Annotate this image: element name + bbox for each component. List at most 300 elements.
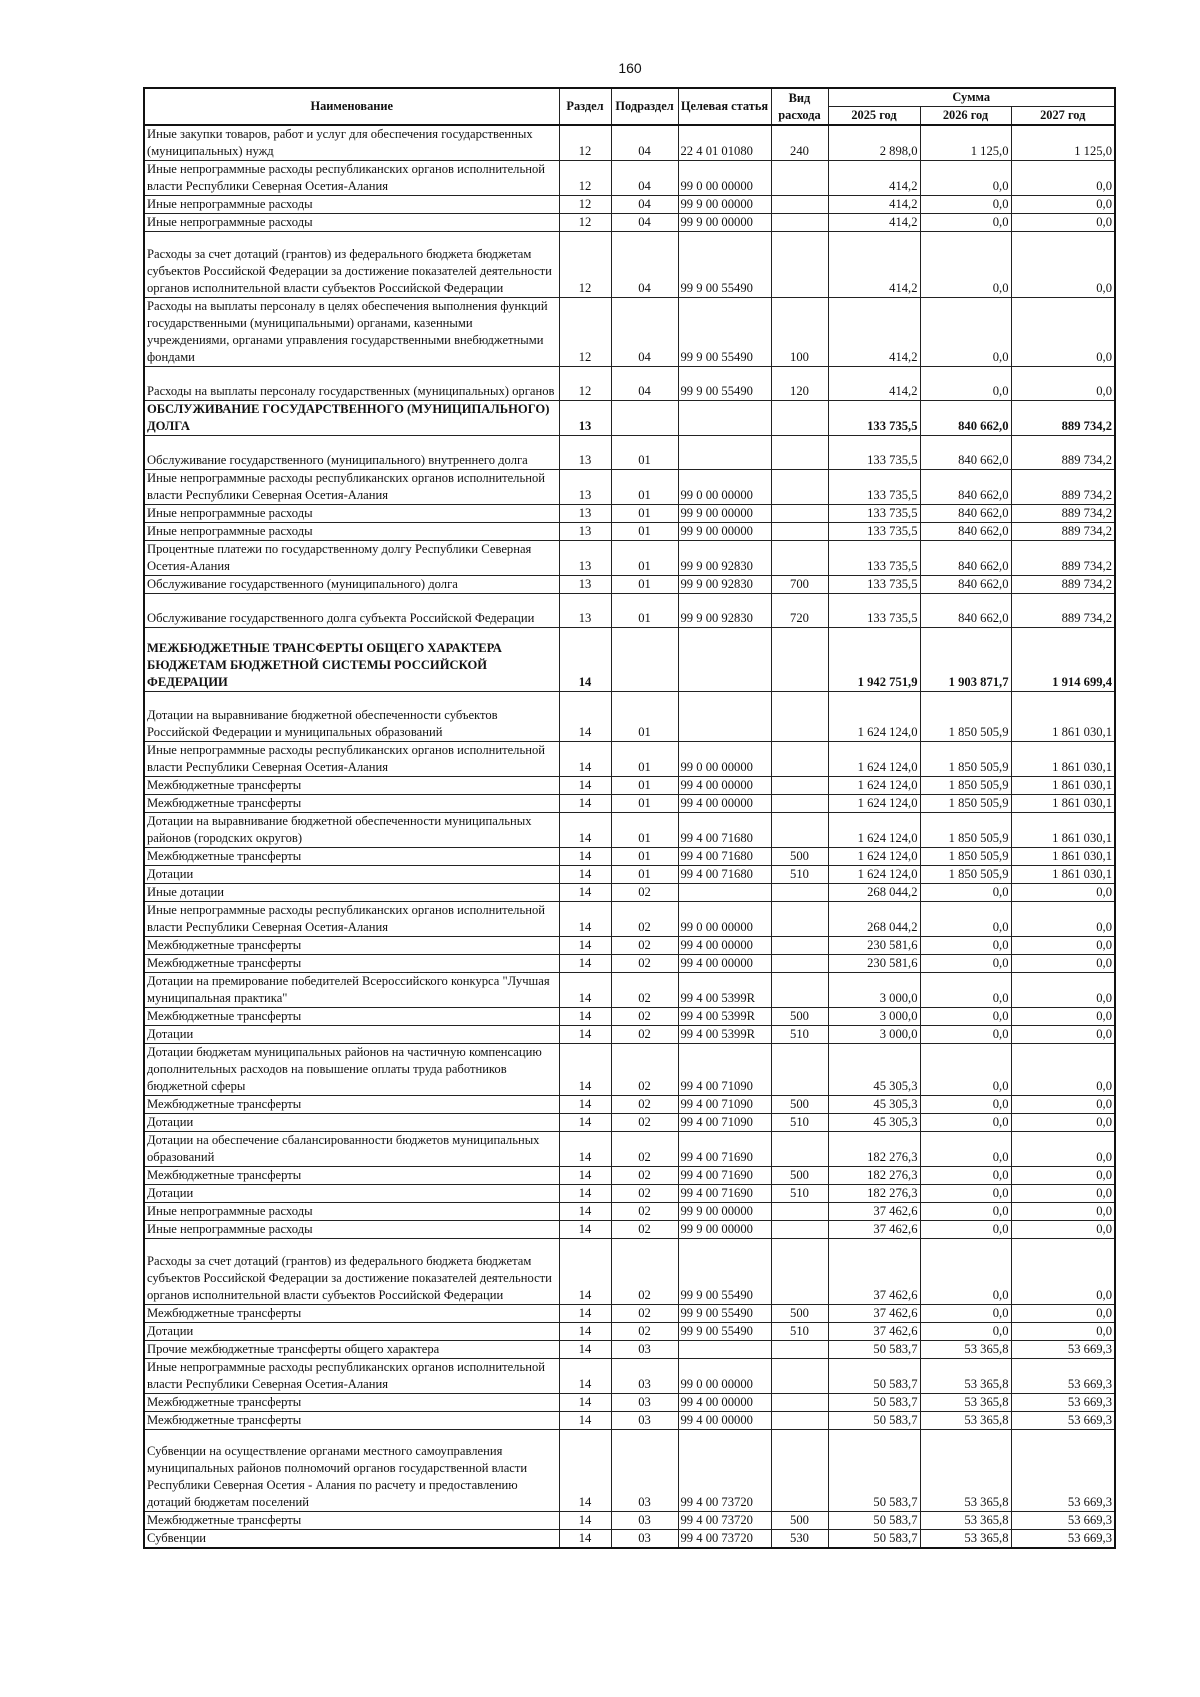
cell-razdel: 14: [559, 1239, 611, 1305]
cell-sum-2027: 0,0: [1011, 214, 1115, 232]
cell-razdel: 14: [559, 1114, 611, 1132]
cell-razdel: 12: [559, 214, 611, 232]
table-row: [144, 1239, 1115, 1305]
cell-sum-2027: 889 734,2: [1011, 436, 1115, 470]
cell-expense-type: 240: [771, 125, 828, 161]
cell-podrazdel: 02: [611, 1008, 678, 1026]
cell-sum-2025: 414,2: [828, 298, 920, 367]
cell-name: Дотации: [144, 866, 559, 884]
cell-sum-2025: 414,2: [828, 367, 920, 401]
table-row: [144, 1185, 1115, 1203]
cell-name: Дотации: [144, 1185, 559, 1203]
cell-sum-2027: 0,0: [1011, 1221, 1115, 1239]
header-razdel: Раздел: [559, 88, 611, 125]
cell-name: Иные непрограммные расходы: [144, 505, 559, 523]
cell-sum-2025: 37 462,6: [828, 1221, 920, 1239]
header-year-2027: 2027 год: [1011, 107, 1115, 126]
cell-razdel: 14: [559, 1096, 611, 1114]
cell-expense-type: [771, 1341, 828, 1359]
cell-podrazdel: 04: [611, 196, 678, 214]
cell-sum-2026: 840 662,0: [920, 523, 1011, 541]
cell-sum-2025: 230 581,6: [828, 937, 920, 955]
cell-sum-2025: 414,2: [828, 196, 920, 214]
cell-sum-2025: 414,2: [828, 214, 920, 232]
cell-sum-2026: 1 850 505,9: [920, 866, 1011, 884]
cell-target-article: 99 4 00 71680: [678, 866, 771, 884]
table-row: [144, 777, 1115, 795]
cell-target-article: 99 4 00 00000: [678, 777, 771, 795]
cell-podrazdel: 02: [611, 937, 678, 955]
cell-sum-2026: 0,0: [920, 214, 1011, 232]
table-row: [144, 813, 1115, 848]
cell-podrazdel: 03: [611, 1394, 678, 1412]
table-row: [144, 628, 1115, 692]
cell-sum-2026: 0,0: [920, 1096, 1011, 1114]
cell-sum-2025: 133 735,5: [828, 436, 920, 470]
cell-target-article: 99 4 00 00000: [678, 937, 771, 955]
cell-sum-2025: 50 583,7: [828, 1394, 920, 1412]
cell-podrazdel: 02: [611, 1026, 678, 1044]
table-row: [144, 401, 1115, 436]
cell-expense-type: [771, 902, 828, 937]
cell-expense-type: 510: [771, 1323, 828, 1341]
cell-razdel: 14: [559, 795, 611, 813]
table-row: [144, 1430, 1115, 1512]
cell-sum-2027: 0,0: [1011, 1114, 1115, 1132]
cell-sum-2026: 1 850 505,9: [920, 692, 1011, 742]
cell-sum-2025: 133 735,5: [828, 576, 920, 594]
cell-sum-2027: 889 734,2: [1011, 470, 1115, 505]
cell-sum-2027: 1 861 030,1: [1011, 795, 1115, 813]
cell-podrazdel: 03: [611, 1430, 678, 1512]
cell-name: Процентные платежи по государственному долгу Республики Северная Осетия-Алания: [144, 541, 559, 576]
cell-name: Иные непрограммные расходы республиканских органов исполнительной власти Республики Северная Осетия-Алания: [144, 470, 559, 505]
cell-sum-2025: 50 583,7: [828, 1430, 920, 1512]
cell-name: Иные непрограммные расходы: [144, 196, 559, 214]
cell-sum-2025: 1 624 124,0: [828, 813, 920, 848]
cell-target-article: 99 9 00 00000: [678, 1203, 771, 1221]
cell-sum-2027: 889 734,2: [1011, 523, 1115, 541]
cell-razdel: 13: [559, 576, 611, 594]
cell-sum-2027: 889 734,2: [1011, 576, 1115, 594]
cell-target-article: 99 9 00 92830: [678, 576, 771, 594]
cell-sum-2027: 0,0: [1011, 1008, 1115, 1026]
cell-name: Иные непрограммные расходы республиканских органов исполнительной власти Республики Северная Осетия-Алания: [144, 1359, 559, 1394]
cell-sum-2025: 50 583,7: [828, 1530, 920, 1549]
table-row: [144, 1221, 1115, 1239]
cell-sum-2027: 53 669,3: [1011, 1394, 1115, 1412]
cell-sum-2026: 0,0: [920, 1239, 1011, 1305]
table-row: [144, 1008, 1115, 1026]
cell-podrazdel: 02: [611, 1305, 678, 1323]
cell-target-article: 99 9 00 55490: [678, 1305, 771, 1323]
cell-sum-2026: 53 365,8: [920, 1394, 1011, 1412]
cell-razdel: 14: [559, 866, 611, 884]
cell-podrazdel: 02: [611, 1185, 678, 1203]
cell-name: Межбюджетные трансферты: [144, 795, 559, 813]
cell-sum-2027: 0,0: [1011, 161, 1115, 196]
cell-sum-2025: 37 462,6: [828, 1323, 920, 1341]
cell-sum-2025: 3 000,0: [828, 973, 920, 1008]
cell-expense-type: [771, 436, 828, 470]
cell-podrazdel: 02: [611, 1167, 678, 1185]
cell-podrazdel: 01: [611, 848, 678, 866]
table-row: [144, 742, 1115, 777]
table-row: [144, 848, 1115, 866]
table-row: [144, 505, 1115, 523]
cell-name: Дотации: [144, 1323, 559, 1341]
cell-target-article: 99 4 00 5399R: [678, 1008, 771, 1026]
cell-sum-2026: 840 662,0: [920, 401, 1011, 436]
cell-sum-2026: 53 365,8: [920, 1430, 1011, 1512]
cell-target-article: 99 9 00 55490: [678, 1323, 771, 1341]
cell-sum-2025: 133 735,5: [828, 594, 920, 628]
cell-target-article: 99 9 00 92830: [678, 541, 771, 576]
table-row: [144, 523, 1115, 541]
cell-sum-2027: 1 861 030,1: [1011, 777, 1115, 795]
cell-sum-2027: 0,0: [1011, 955, 1115, 973]
cell-sum-2026: 0,0: [920, 1305, 1011, 1323]
cell-razdel: 12: [559, 196, 611, 214]
table-row: [144, 866, 1115, 884]
cell-sum-2026: 0,0: [920, 161, 1011, 196]
cell-name: Межбюджетные трансферты: [144, 1394, 559, 1412]
cell-razdel: 14: [559, 1359, 611, 1394]
cell-sum-2025: 45 305,3: [828, 1114, 920, 1132]
cell-sum-2026: 1 850 505,9: [920, 813, 1011, 848]
cell-sum-2027: 53 669,3: [1011, 1412, 1115, 1430]
cell-target-article: 99 4 00 00000: [678, 1412, 771, 1430]
cell-target-article: 22 4 01 01080: [678, 125, 771, 161]
cell-sum-2027: 0,0: [1011, 973, 1115, 1008]
cell-sum-2026: 0,0: [920, 1185, 1011, 1203]
cell-name: Обслуживание государственного (муниципального) внутреннего долга: [144, 436, 559, 470]
cell-sum-2025: 3 000,0: [828, 1026, 920, 1044]
cell-target-article: 99 4 00 00000: [678, 795, 771, 813]
cell-sum-2025: 1 624 124,0: [828, 866, 920, 884]
cell-sum-2026: 0,0: [920, 955, 1011, 973]
cell-sum-2027: 889 734,2: [1011, 541, 1115, 576]
table-row: [144, 436, 1115, 470]
cell-sum-2027: 0,0: [1011, 1203, 1115, 1221]
table-row: [144, 1412, 1115, 1430]
cell-razdel: 14: [559, 1203, 611, 1221]
cell-target-article: 99 9 00 00000: [678, 505, 771, 523]
cell-podrazdel: [611, 401, 678, 436]
cell-sum-2025: 414,2: [828, 161, 920, 196]
cell-sum-2026: 0,0: [920, 884, 1011, 902]
table-row: [144, 470, 1115, 505]
cell-target-article: 99 0 00 00000: [678, 470, 771, 505]
cell-expense-type: [771, 1044, 828, 1096]
cell-sum-2025: 50 583,7: [828, 1341, 920, 1359]
cell-name: Субвенции: [144, 1530, 559, 1549]
cell-podrazdel: 02: [611, 1114, 678, 1132]
cell-sum-2026: 53 365,8: [920, 1359, 1011, 1394]
cell-sum-2027: 0,0: [1011, 884, 1115, 902]
cell-name: Иные непрограммные расходы республиканских органов исполнительной власти Республики Северная Осетия-Алания: [144, 902, 559, 937]
cell-podrazdel: 03: [611, 1530, 678, 1549]
cell-razdel: 14: [559, 1412, 611, 1430]
cell-target-article: [678, 628, 771, 692]
cell-expense-type: [771, 214, 828, 232]
cell-sum-2027: 0,0: [1011, 298, 1115, 367]
cell-expense-type: 120: [771, 367, 828, 401]
cell-name: Иные непрограммные расходы: [144, 1203, 559, 1221]
cell-name: Дотации: [144, 1114, 559, 1132]
cell-sum-2027: 889 734,2: [1011, 594, 1115, 628]
cell-target-article: 99 4 00 71680: [678, 813, 771, 848]
cell-expense-type: 500: [771, 1096, 828, 1114]
table-row: [144, 1359, 1115, 1394]
cell-sum-2026: 0,0: [920, 1132, 1011, 1167]
cell-target-article: 99 9 00 92830: [678, 594, 771, 628]
cell-expense-type: [771, 232, 828, 298]
cell-sum-2025: 1 942 751,9: [828, 628, 920, 692]
cell-expense-type: [771, 795, 828, 813]
cell-razdel: 13: [559, 594, 611, 628]
cell-sum-2026: 0,0: [920, 196, 1011, 214]
cell-sum-2025: 414,2: [828, 232, 920, 298]
cell-sum-2027: 0,0: [1011, 937, 1115, 955]
cell-podrazdel: 01: [611, 813, 678, 848]
cell-expense-type: [771, 523, 828, 541]
table-row: [144, 298, 1115, 367]
cell-sum-2027: 0,0: [1011, 1044, 1115, 1096]
cell-target-article: 99 9 00 00000: [678, 523, 771, 541]
cell-sum-2025: 50 583,7: [828, 1512, 920, 1530]
cell-expense-type: [771, 1203, 828, 1221]
table-row: [144, 955, 1115, 973]
cell-podrazdel: 03: [611, 1341, 678, 1359]
cell-sum-2026: 53 365,8: [920, 1412, 1011, 1430]
cell-expense-type: [771, 692, 828, 742]
cell-expense-type: [771, 1430, 828, 1512]
table-row: [144, 541, 1115, 576]
cell-sum-2027: 0,0: [1011, 1026, 1115, 1044]
cell-expense-type: [771, 1132, 828, 1167]
cell-expense-type: [771, 401, 828, 436]
cell-sum-2026: 0,0: [920, 367, 1011, 401]
cell-razdel: 12: [559, 125, 611, 161]
cell-razdel: 12: [559, 161, 611, 196]
cell-razdel: 14: [559, 1530, 611, 1549]
cell-razdel: 12: [559, 232, 611, 298]
table-row: [144, 1305, 1115, 1323]
cell-expense-type: [771, 937, 828, 955]
cell-podrazdel: 04: [611, 298, 678, 367]
cell-podrazdel: 04: [611, 367, 678, 401]
header-expense-type: Вид расхода: [771, 88, 828, 125]
cell-expense-type: [771, 742, 828, 777]
cell-expense-type: 510: [771, 1185, 828, 1203]
cell-name: Расходы на выплаты персоналу государственных (муниципальных) органов: [144, 367, 559, 401]
cell-sum-2026: 53 365,8: [920, 1341, 1011, 1359]
cell-sum-2025: 50 583,7: [828, 1359, 920, 1394]
cell-sum-2025: 37 462,6: [828, 1239, 920, 1305]
cell-sum-2025: 37 462,6: [828, 1203, 920, 1221]
cell-target-article: 99 4 00 71690: [678, 1167, 771, 1185]
cell-expense-type: 510: [771, 1026, 828, 1044]
cell-target-article: 99 4 00 71690: [678, 1185, 771, 1203]
cell-target-article: 99 4 00 5399R: [678, 973, 771, 1008]
table-body: [144, 125, 1115, 1548]
cell-target-article: 99 4 00 71090: [678, 1114, 771, 1132]
cell-sum-2025: 133 735,5: [828, 401, 920, 436]
cell-sum-2025: 45 305,3: [828, 1044, 920, 1096]
cell-podrazdel: 04: [611, 232, 678, 298]
cell-name: Расходы за счет дотаций (грантов) из федерального бюджета бюджетам субъектов Российской Федерации за достижение показателей деятельности органов исполнительной власти субъектов Российской Федерации: [144, 232, 559, 298]
cell-sum-2025: 3 000,0: [828, 1008, 920, 1026]
cell-name: Субвенции на осуществление органами местного самоуправления муниципальных районов полномочий органов государственной власти Республики Северная Осетия - Алания по расчету и предоставлению дотаций бюджетам поселений: [144, 1430, 559, 1512]
cell-razdel: 13: [559, 436, 611, 470]
cell-target-article: [678, 692, 771, 742]
cell-sum-2026: 0,0: [920, 1008, 1011, 1026]
cell-razdel: 14: [559, 1512, 611, 1530]
cell-sum-2027: 889 734,2: [1011, 505, 1115, 523]
cell-sum-2026: 840 662,0: [920, 436, 1011, 470]
cell-sum-2026: 0,0: [920, 1203, 1011, 1221]
cell-name: Расходы на выплаты персоналу в целях обеспечения выполнения функций государственными (муниципальными) органами, казенными учреждениями, органами управления государственными внебюджетными фондами: [144, 298, 559, 367]
cell-sum-2026: 0,0: [920, 1167, 1011, 1185]
cell-name: Межбюджетные трансферты: [144, 1305, 559, 1323]
cell-name: Межбюджетные трансферты: [144, 777, 559, 795]
cell-sum-2027: 53 669,3: [1011, 1530, 1115, 1549]
cell-sum-2026: 1 125,0: [920, 125, 1011, 161]
cell-sum-2025: 1 624 124,0: [828, 848, 920, 866]
table-row: [144, 973, 1115, 1008]
cell-name: Иные непрограммные расходы: [144, 523, 559, 541]
cell-name: Иные непрограммные расходы республиканских органов исполнительной власти Республики Северная Осетия-Алания: [144, 161, 559, 196]
cell-expense-type: 500: [771, 848, 828, 866]
cell-sum-2026: 0,0: [920, 1044, 1011, 1096]
cell-sum-2027: 0,0: [1011, 367, 1115, 401]
cell-razdel: 12: [559, 367, 611, 401]
cell-sum-2026: 0,0: [920, 1221, 1011, 1239]
header-year-2026: 2026 год: [920, 107, 1011, 126]
cell-podrazdel: 01: [611, 777, 678, 795]
cell-sum-2026: 840 662,0: [920, 576, 1011, 594]
cell-sum-2026: 0,0: [920, 973, 1011, 1008]
cell-sum-2026: 0,0: [920, 232, 1011, 298]
cell-sum-2027: 889 734,2: [1011, 401, 1115, 436]
cell-podrazdel: 02: [611, 1132, 678, 1167]
cell-expense-type: 500: [771, 1008, 828, 1026]
cell-name: Межбюджетные трансферты: [144, 1512, 559, 1530]
cell-sum-2027: 1 861 030,1: [1011, 866, 1115, 884]
cell-sum-2025: 133 735,5: [828, 470, 920, 505]
cell-name: Дотации на выравнивание бюджетной обеспеченности субъектов Российской Федерации и муниципальных образований: [144, 692, 559, 742]
table-row: [144, 795, 1115, 813]
cell-razdel: 14: [559, 813, 611, 848]
cell-name: Дотации на премирование победителей Всероссийского конкурса "Лучшая муниципальная практика": [144, 973, 559, 1008]
cell-name: Обслуживание государственного долга субъекта Российской Федерации: [144, 594, 559, 628]
cell-name: МЕЖБЮДЖЕТНЫЕ ТРАНСФЕРТЫ ОБЩЕГО ХАРАКТЕРА БЮДЖЕТАМ БЮДЖЕТНОЙ СИСТЕМЫ РОССИЙСКОЙ ФЕДЕРАЦИИ: [144, 628, 559, 692]
cell-expense-type: 100: [771, 298, 828, 367]
cell-razdel: 14: [559, 1430, 611, 1512]
cell-name: Межбюджетные трансферты: [144, 937, 559, 955]
cell-name: Дотации бюджетам муниципальных районов на частичную компенсацию дополнительных расходов на повышение оплаты труда работников бюджетной сферы: [144, 1044, 559, 1096]
cell-razdel: 14: [559, 848, 611, 866]
cell-name: Обслуживание государственного (муниципального) долга: [144, 576, 559, 594]
cell-expense-type: [771, 196, 828, 214]
cell-target-article: 99 4 00 00000: [678, 955, 771, 973]
table-row: [144, 1203, 1115, 1221]
cell-target-article: 99 9 00 55490: [678, 232, 771, 298]
cell-name: ОБСЛУЖИВАНИЕ ГОСУДАРСТВЕННОГО (МУНИЦИПАЛЬНОГО) ДОЛГА: [144, 401, 559, 436]
table-row: [144, 594, 1115, 628]
cell-sum-2026: 0,0: [920, 1114, 1011, 1132]
cell-podrazdel: 01: [611, 742, 678, 777]
cell-podrazdel: 01: [611, 505, 678, 523]
cell-sum-2027: 0,0: [1011, 1132, 1115, 1167]
cell-target-article: 99 4 00 5399R: [678, 1026, 771, 1044]
cell-sum-2026: 840 662,0: [920, 505, 1011, 523]
cell-podrazdel: 02: [611, 1323, 678, 1341]
cell-sum-2025: 133 735,5: [828, 541, 920, 576]
cell-sum-2025: 1 624 124,0: [828, 777, 920, 795]
cell-expense-type: 720: [771, 594, 828, 628]
cell-sum-2025: 268 044,2: [828, 902, 920, 937]
cell-target-article: 99 9 00 00000: [678, 196, 771, 214]
cell-sum-2027: 0,0: [1011, 232, 1115, 298]
cell-name: Прочие межбюджетные трансферты общего характера: [144, 1341, 559, 1359]
cell-podrazdel: 02: [611, 1096, 678, 1114]
cell-sum-2025: 133 735,5: [828, 523, 920, 541]
cell-target-article: 99 0 00 00000: [678, 742, 771, 777]
cell-target-article: [678, 1341, 771, 1359]
cell-expense-type: [771, 541, 828, 576]
cell-podrazdel: 03: [611, 1359, 678, 1394]
cell-sum-2025: 133 735,5: [828, 505, 920, 523]
cell-razdel: 14: [559, 1341, 611, 1359]
table-row: [144, 367, 1115, 401]
table-row: [144, 1096, 1115, 1114]
cell-sum-2026: 0,0: [920, 937, 1011, 955]
cell-name: Межбюджетные трансферты: [144, 1167, 559, 1185]
cell-target-article: [678, 401, 771, 436]
cell-razdel: 14: [559, 1167, 611, 1185]
cell-name: Дотации на выравнивание бюджетной обеспеченности муниципальных районов (городских округов): [144, 813, 559, 848]
cell-razdel: 14: [559, 1044, 611, 1096]
cell-name: Иные закупки товаров, работ и услуг для обеспечения государственных (муниципальных) нужд: [144, 125, 559, 161]
cell-podrazdel: 03: [611, 1512, 678, 1530]
cell-target-article: 99 0 00 00000: [678, 902, 771, 937]
cell-sum-2027: 1 861 030,1: [1011, 742, 1115, 777]
cell-name: Межбюджетные трансферты: [144, 848, 559, 866]
cell-sum-2025: 50 583,7: [828, 1412, 920, 1430]
cell-sum-2025: 1 624 124,0: [828, 742, 920, 777]
cell-sum-2027: 1 861 030,1: [1011, 813, 1115, 848]
header-name: Наименование: [144, 88, 559, 125]
table-row: [144, 937, 1115, 955]
cell-podrazdel: 02: [611, 902, 678, 937]
cell-name: Межбюджетные трансферты: [144, 1008, 559, 1026]
cell-razdel: 14: [559, 692, 611, 742]
cell-target-article: 99 4 00 71680: [678, 848, 771, 866]
cell-expense-type: 500: [771, 1167, 828, 1185]
cell-expense-type: [771, 955, 828, 973]
cell-name: Расходы за счет дотаций (грантов) из федерального бюджета бюджетам субъектов Российской Федерации за достижение показателей деятельности органов исполнительной власти субъектов Российской Федерации: [144, 1239, 559, 1305]
header-target-article: Целевая статья: [678, 88, 771, 125]
table-row: [144, 1026, 1115, 1044]
cell-sum-2027: 0,0: [1011, 1305, 1115, 1323]
cell-podrazdel: 04: [611, 214, 678, 232]
cell-sum-2026: 1 850 505,9: [920, 777, 1011, 795]
table-row: [144, 214, 1115, 232]
cell-razdel: 13: [559, 470, 611, 505]
table-row: [144, 125, 1115, 161]
